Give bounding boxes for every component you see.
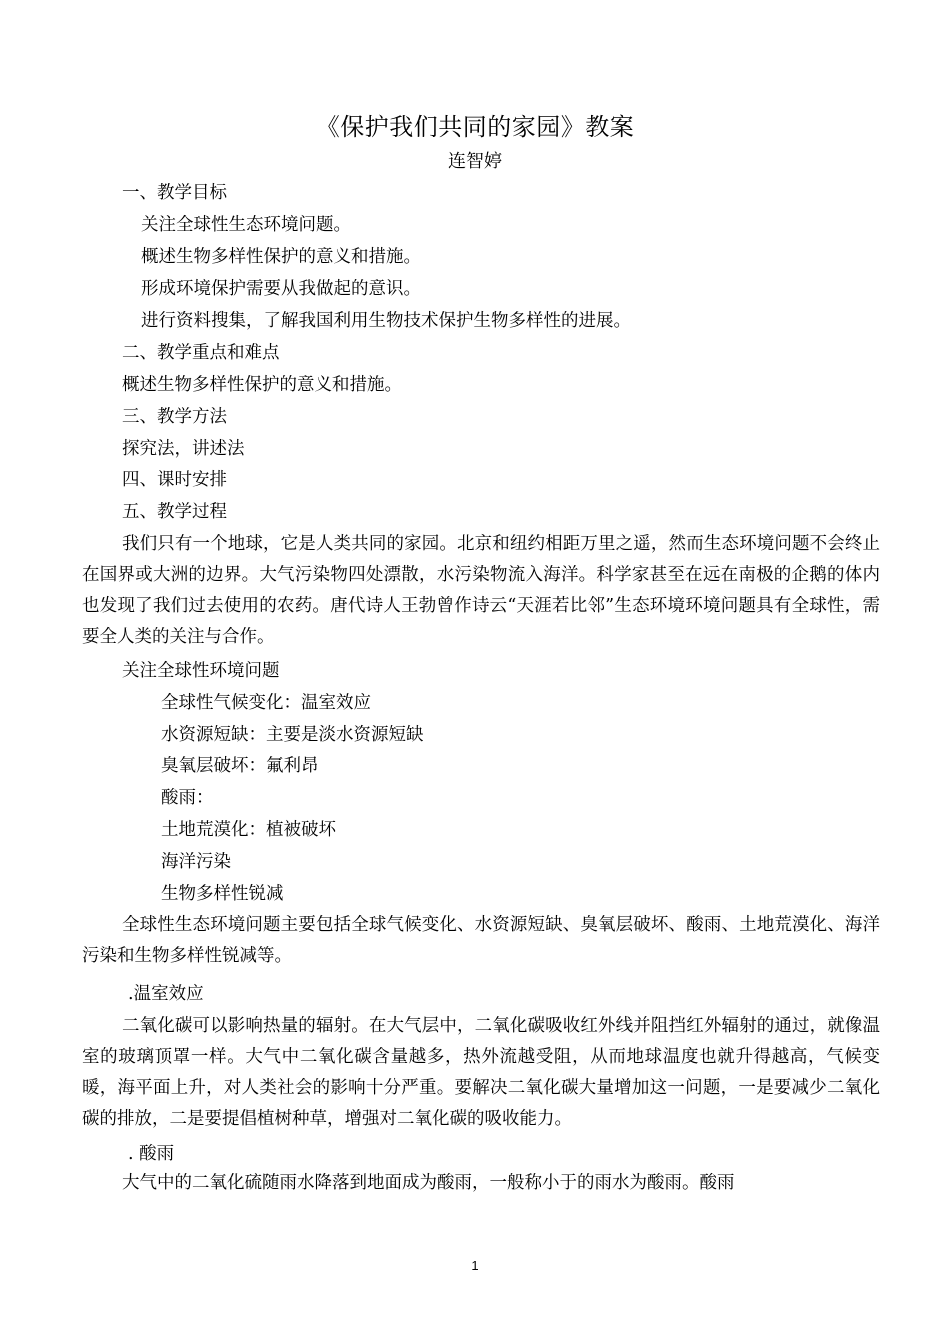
summary-paragraph: 全球性生态环境问题主要包括全球气候变化、水资源短缺、臭氧层破坏、酸雨、土地荒漠化、海洋污染和生物多样性锐减等。	[82, 915, 880, 966]
issue-item: 土地荒漠化：植被破坏	[161, 820, 336, 840]
objective-item: 进行资料搜集，了解我国利用生物技术保护生物多样性的进展。	[141, 311, 631, 331]
issue-item: 臭氧层破坏：氟利昂	[161, 756, 319, 776]
acid-rain-paragraph: 大气中的二氧化硫随雨水降落到地面成为酸雨，一般称小于的雨水为酸雨。酸雨	[122, 1173, 735, 1193]
issue-item: 生物多样性锐减	[161, 884, 284, 904]
methods-body: 探究法，讲述法	[122, 439, 245, 459]
document-title: 《保护我们共同的家园》教案	[315, 113, 635, 141]
objective-item: 概述生物多样性保护的意义和措施。	[141, 247, 421, 267]
section-heading-schedule: 四、课时安排	[122, 470, 227, 490]
intro-paragraph: 我们只有一个地球，它是人类共同的家园。北京和纽约相距万里之遥，然而生态环境问题不会终止在国界或大洲的边界。大气污染物四处漂散，水污染物流入海洋。科学家甚至在远在南极的企鹅的体内也发现了我们过去使用的农药。唐代诗人王勃曾作诗云“天涯若比邻”生态环境环境问题具有全球性，需要全人类的关注与合作。	[82, 534, 880, 647]
keypoints-body: 概述生物多样性保护的意义和措施。	[122, 375, 402, 395]
issue-item: 水资源短缺：主要是淡水资源短缺	[161, 725, 424, 745]
section-heading-keypoints: 二、教学重点和难点	[122, 343, 280, 363]
acid-rain-heading: . 酸雨	[128, 1144, 175, 1164]
objective-item: 形成环境保护需要从我做起的意识。	[141, 279, 421, 299]
global-issues-heading: 关注全球性环境问题	[122, 661, 280, 681]
issue-item: 海洋污染	[161, 852, 231, 872]
greenhouse-heading: .温室效应	[128, 984, 204, 1004]
objective-item: 关注全球性生态环境问题。	[141, 215, 351, 235]
page-number: 1	[471, 1258, 479, 1273]
issue-item: 酸雨：	[161, 788, 214, 808]
document-author: 连智婷	[448, 151, 502, 172]
greenhouse-paragraph: 二氧化碳可以影响热量的辐射。在大气层中，二氧化碳吸收红外线并阻挡红外辐射的通过，就像温室的玻璃顶罩一样。大气中二氧化碳含量越多，热外流越受阻，从而地球温度也就升得越高，气候变暖，海平面上升，对人类社会的影响十分严重。要解决二氧化碳大量增加这一问题，一是要减少二氧化碳的排放，二是要提倡植树种草，增强对二氧化碳的吸收能力。	[82, 1016, 880, 1129]
section-heading-process: 五、教学过程	[122, 502, 227, 522]
section-heading-objectives: 一、教学目标	[122, 183, 227, 203]
section-heading-methods: 三、教学方法	[122, 407, 227, 427]
issue-item: 全球性气候变化：温室效应	[161, 693, 371, 713]
